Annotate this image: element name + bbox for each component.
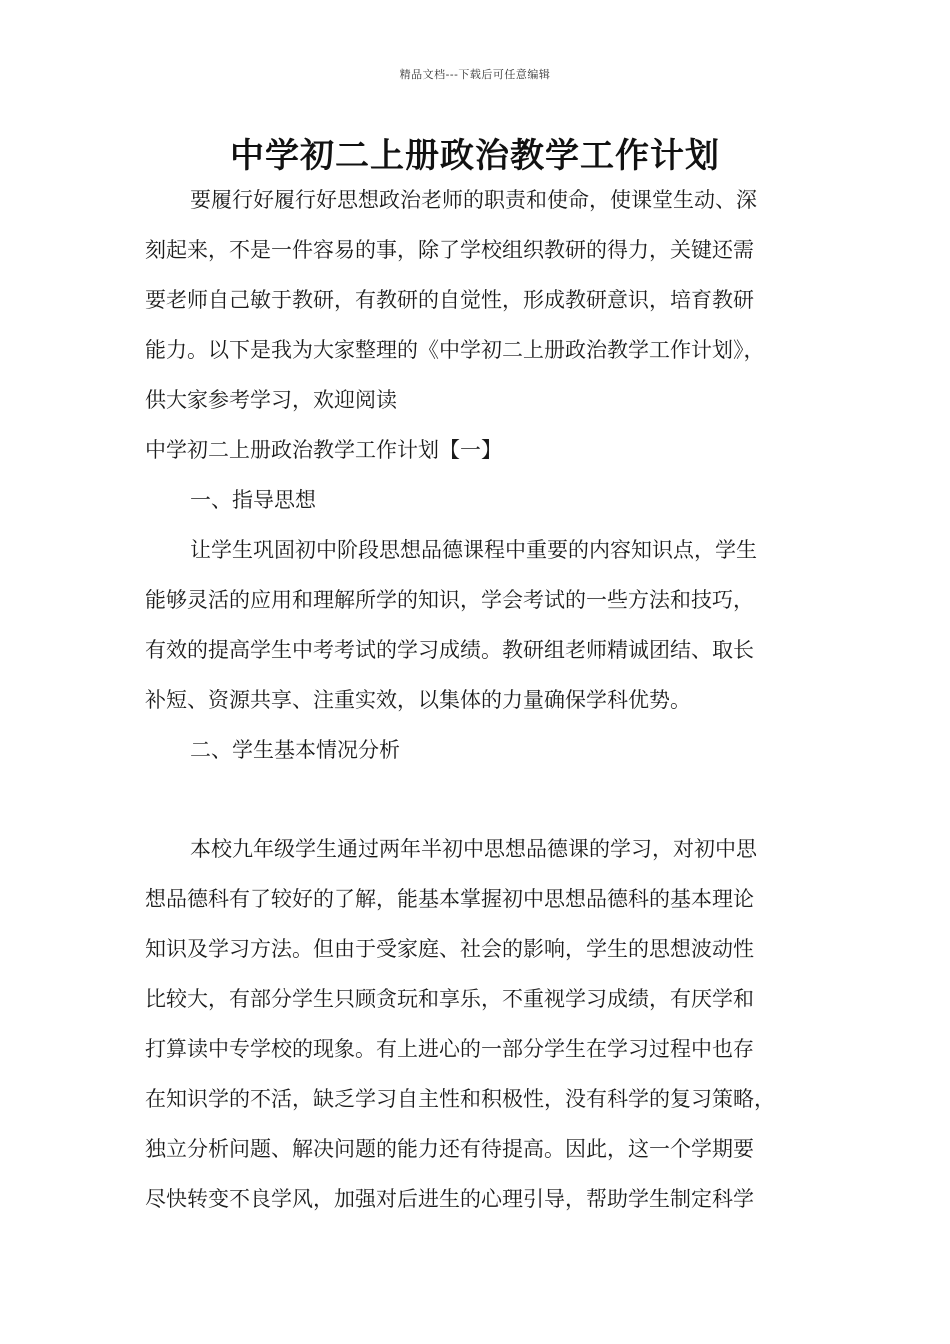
paragraph-line: 本校九年级学生通过两年半初中思想品德课的学习，对初中思 [190, 837, 757, 861]
heading-guiding-thought: 一、指导思想 [190, 488, 316, 512]
intro-line: 要老师自己敏于教研，有教研的自觉性，形成教研意识，培育教研 [145, 288, 754, 312]
paragraph-line: 在知识学的不活，缺乏学习自主性和积极性，没有科学的复习策略， [145, 1087, 775, 1111]
paragraph-line: 能够灵活的应用和理解所学的知识，学会考试的一些方法和技巧， [145, 588, 754, 612]
heading-student-analysis: 二、学生基本情况分析 [190, 738, 400, 762]
header-note: 精品文档---下载后可任意编辑 [399, 68, 551, 81]
intro-line: 能力。以下是我为大家整理的《中学初二上册政治教学工作计划》， [145, 338, 765, 362]
paragraph-line: 想品德科有了较好的了解，能基本掌握初中思想品德科的基本理论 [145, 887, 754, 911]
paragraph-line: 知识及学习方法。但由于受家庭、社会的影响，学生的思想波动性 [145, 937, 754, 961]
intro-line: 要履行好履行好思想政治老师的职责和使命，使课堂生动、深 [190, 188, 757, 212]
paragraph-line: 尽快转变不良学风，加强对后进生的心理引导，帮助学生制定科学 [145, 1187, 754, 1211]
section-heading: 中学初二上册政治教学工作计划【一】 [145, 438, 502, 462]
paragraph-line: 有效的提高学生中考考试的学习成绩。教研组老师精诚团结、取长 [145, 638, 754, 662]
paragraph-line: 让学生巩固初中阶段思想品德课程中重要的内容知识点，学生 [190, 538, 757, 562]
paragraph-line: 补短、资源共享、注重实效，以集体的力量确保学科优势。 [145, 688, 691, 712]
paragraph-line: 比较大，有部分学生只顾贪玩和享乐，不重视学习成绩，有厌学和 [145, 987, 754, 1011]
paragraph-line: 打算读中专学校的现象。有上进心的一部分学生在学习过程中也存 [145, 1037, 754, 1061]
paragraph-line: 独立分析问题、解决问题的能力还有待提高。因此，这一个学期要 [145, 1137, 754, 1161]
intro-line: 刻起来，不是一件容易的事，除了学校组织教研的得力，关键还需 [145, 238, 754, 262]
intro-line: 供大家参考学习，欢迎阅读 [145, 388, 397, 412]
document-title: 中学初二上册政治教学工作计划 [230, 136, 720, 176]
